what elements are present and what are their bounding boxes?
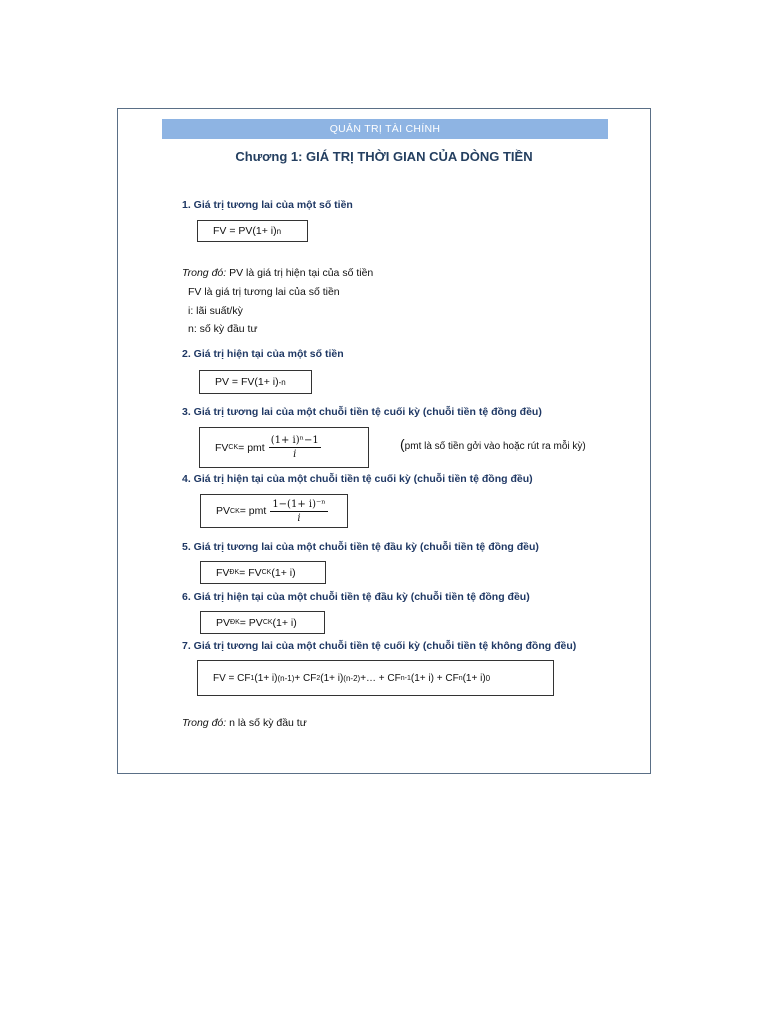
header-banner: QUẢN TRỊ TÀI CHÍNH: [162, 119, 608, 139]
footer-note: [182, 717, 307, 729]
formula-text: (1+ i): [272, 616, 297, 629]
formula-exponent: (n-1): [277, 673, 295, 683]
formula-subscript: ĐK: [229, 569, 240, 576]
formula-subscript: 1: [250, 674, 255, 682]
formula-fraction: [269, 435, 321, 460]
footer-note-text: n là số kỳ đầu tư: [226, 717, 307, 729]
formula-text: PV: [216, 616, 231, 629]
formula-fv-single: [197, 220, 308, 242]
formula-text: (1+ i): [271, 566, 296, 579]
formula-text: (1+ i) + CF: [410, 672, 459, 684]
formula-text: = PV: [239, 616, 263, 629]
section-6-heading: 6. Giá trị hiện tại của một chuỗi tiền tệ đầu kỳ (chuỗi tiền tệ đồng đều): [182, 591, 530, 603]
fraction-numerator: (1+ i)ⁿ−1: [270, 435, 319, 446]
formula-text: FV = PV(1+ i): [213, 225, 277, 237]
formula-subscript: n: [458, 674, 463, 682]
formula-exponent: (n-2): [343, 673, 361, 683]
formula-pv-single: [199, 370, 312, 394]
formula-text: (1+ i): [320, 672, 344, 684]
document-page: [117, 108, 651, 774]
formula-subscript: CK: [262, 619, 273, 626]
formula-text: = FV: [239, 566, 262, 579]
definition-pv: [182, 267, 373, 279]
fraction-numerator: 1−(1+ i)⁻ⁿ: [272, 498, 326, 510]
section-5-heading: 5. Giá trị tương lai của một chuỗi tiền tệ đầu kỳ (chuỗi tiền tệ đồng đều): [182, 541, 539, 553]
formula-text: (1+ i): [254, 672, 278, 684]
formula-text: PV = FV(1+ i): [215, 376, 279, 388]
formula-subscript: CK: [261, 569, 272, 576]
definition-lead: Trong đó:: [182, 267, 227, 279]
definition-n: n: số kỳ đầu tư: [188, 323, 258, 335]
note-paren: (: [400, 436, 405, 452]
footer-note-lead: Trong đó:: [182, 717, 227, 729]
formula-text: FV = CF: [213, 672, 251, 684]
pmt-note: [400, 436, 586, 452]
formula-pv-annuity: [200, 494, 348, 528]
formula-fv-annuity-due: [200, 561, 326, 584]
chapter-title: Chương 1: GIÁ TRỊ THỜI GIAN CỦA DÒNG TIỀN: [235, 149, 533, 164]
formula-fraction: [270, 499, 327, 524]
section-4-heading: 4. Giá trị hiện tại của một chuỗi tiền tệ cuối kỳ (chuỗi tiền tệ đồng đều): [182, 473, 533, 485]
definition-text: PV là giá trị hiện tại của số tiền: [226, 267, 374, 279]
formula-text: PV: [216, 505, 231, 517]
fraction-denominator: i: [293, 449, 297, 460]
formula-exponent: n: [276, 226, 282, 236]
formula-text: (1+ i): [462, 672, 486, 684]
formula-pv-annuity-due: [200, 611, 325, 634]
formula-subscript: CK: [230, 507, 240, 515]
section-3-heading: 3. Giá trị tương lai của một chuỗi tiền tệ cuối kỳ (chuỗi tiền tệ đồng đều): [182, 406, 542, 418]
formula-text: = pmt: [238, 441, 265, 454]
formula-exponent: -n: [278, 377, 286, 387]
formula-text: FV: [216, 566, 230, 579]
formula-subscript: ĐK: [230, 619, 240, 626]
formula-subscript: CK: [228, 444, 239, 451]
section-7-heading: 7. Giá trị tương lai của một chuỗi tiền tệ cuối kỳ (chuỗi tiền tệ không đồng đều): [182, 640, 577, 652]
note-text: pmt là số tiền gởi vào hoặc rút ra mỗi kỳ): [404, 441, 586, 452]
section-2-heading: 2. Giá trị hiện tại của một số tiền: [182, 348, 344, 360]
formula-subscript: n-1: [400, 674, 411, 682]
section-1-heading: 1. Giá trị tương lai của một số tiền: [182, 199, 353, 211]
formula-text: +… + CF: [360, 672, 401, 684]
fraction-denominator: i: [297, 512, 301, 524]
formula-text: = pmt: [239, 505, 267, 517]
formula-fv-uneven: [197, 660, 554, 696]
formula-subscript: 2: [316, 674, 321, 682]
formula-fv-annuity: [199, 427, 369, 468]
formula-text: FV: [215, 441, 229, 454]
definition-i: i: lãi suất/kỳ: [188, 305, 243, 317]
formula-text: + CF: [294, 672, 317, 684]
formula-exponent: 0: [485, 673, 491, 683]
definition-fv: FV là giá trị tương lai của số tiền: [188, 286, 340, 298]
